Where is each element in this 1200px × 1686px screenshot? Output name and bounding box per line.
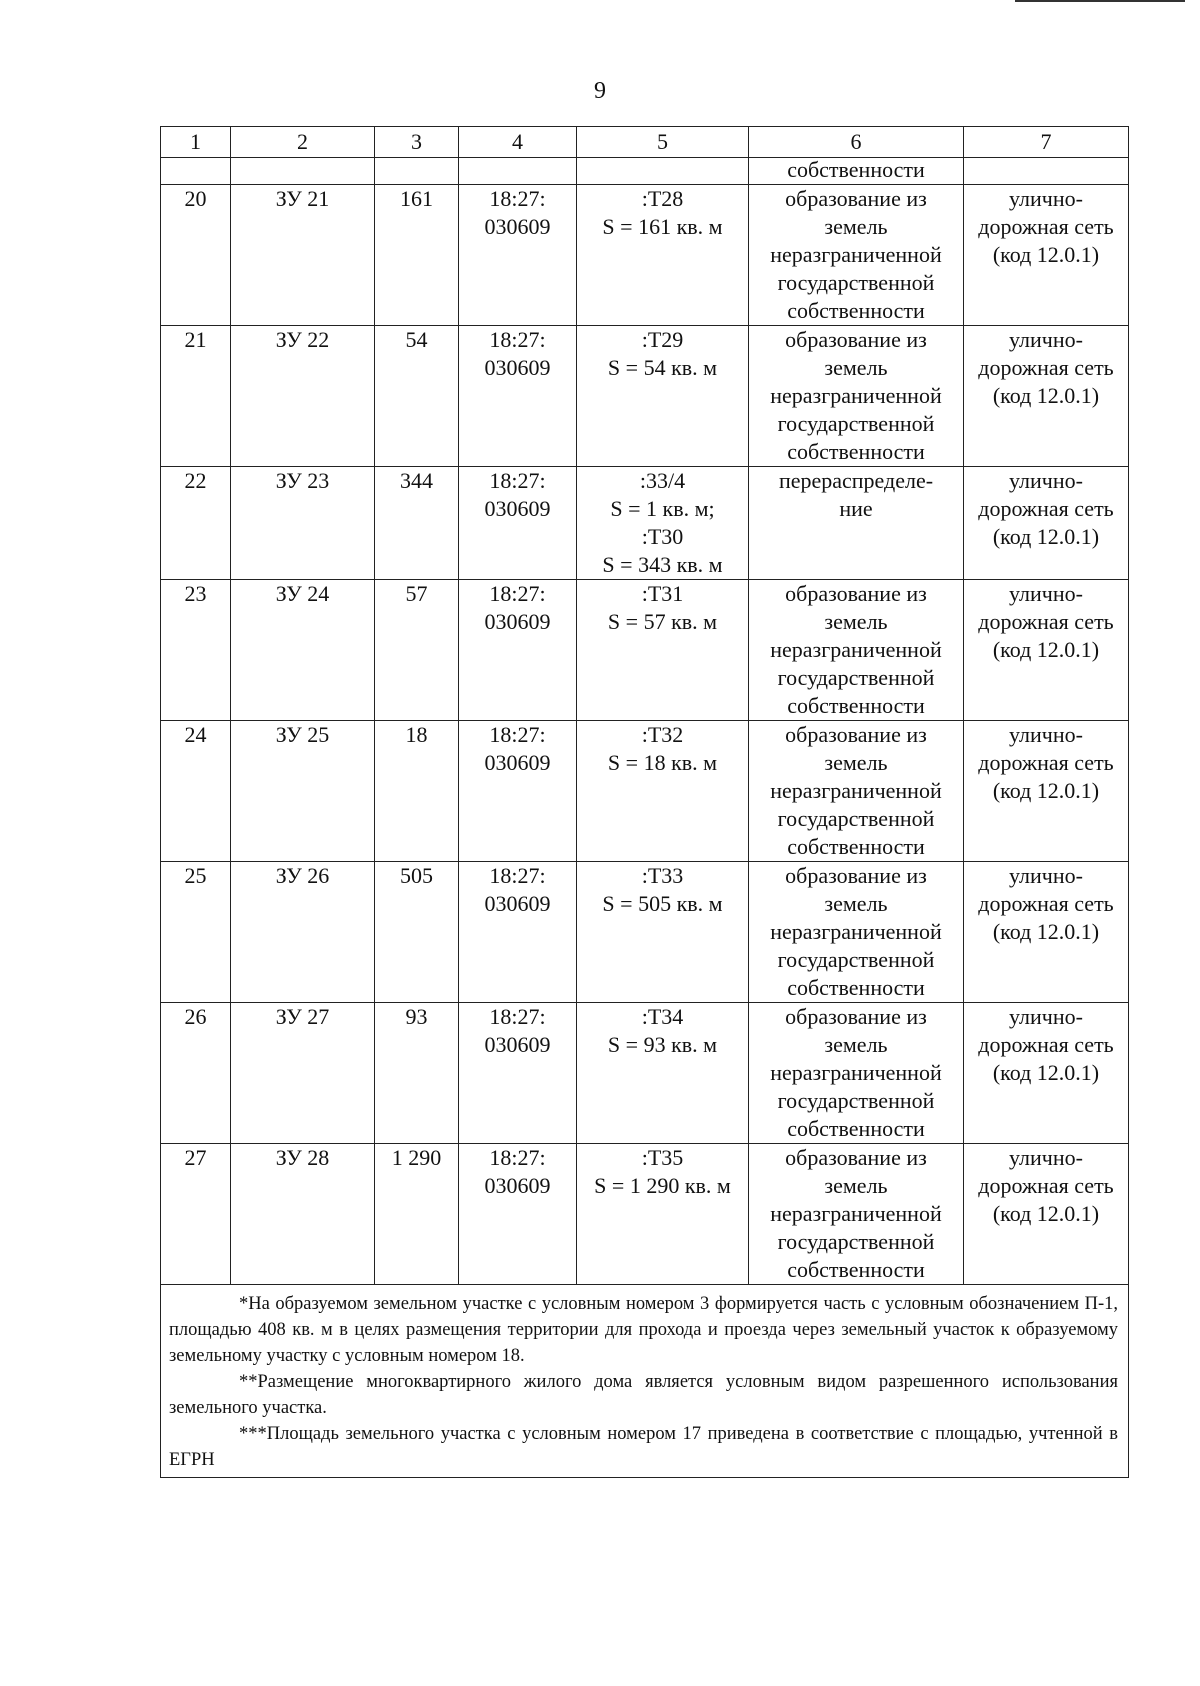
plot-id-cell: ЗУ 28 [231, 1144, 375, 1285]
source-plot-cell: :Т34 S = 93 кв. м [577, 1003, 749, 1144]
source-plot-cell: :Т29 S = 54 кв. м [577, 326, 749, 467]
source-plot-cell: :33/4 S = 1 кв. м; :Т30 S = 343 кв. м [577, 467, 749, 580]
cadastral-quarter-cell: 18:27: 030609 [459, 326, 577, 467]
column-number-row [161, 127, 1129, 158]
row-number-cell: 24 [161, 721, 231, 862]
source-plot-cell: :Т32 S = 18 кв. м [577, 721, 749, 862]
table-row [161, 185, 1129, 326]
row-number-cell: 21 [161, 326, 231, 467]
row-number-cell: 25 [161, 862, 231, 1003]
plot-id-cell: ЗУ 27 [231, 1003, 375, 1144]
table-row [161, 467, 1129, 580]
page-number: 9 [594, 78, 606, 104]
cadastral-quarter-cell: 18:27: 030609 [459, 185, 577, 326]
column-number: 5 [577, 127, 749, 158]
permitted-use-cell: улично- дорожная сеть (код 12.0.1) [964, 721, 1129, 862]
footnote-text: ***Площадь земельного участка с условным номером 17 приведена в соответствие с площадью, учтенной в ЕГРН [169, 1424, 1118, 1470]
table-row [161, 721, 1129, 862]
table-row [161, 1144, 1129, 1285]
plot-id-cell: ЗУ 21 [231, 185, 375, 326]
area-cell: 505 [375, 862, 459, 1003]
permitted-use-cell: улично- дорожная сеть (код 12.0.1) [964, 467, 1129, 580]
column-number: 2 [231, 127, 375, 158]
source-plot-cell: :Т31 S = 57 кв. м [577, 580, 749, 721]
row-number-cell: 26 [161, 1003, 231, 1144]
source-plot-cell: :Т35 S = 1 290 кв. м [577, 1144, 749, 1285]
footnote-text: *На образуемом земельном участке с условным номером 3 формируется часть с условным обозначением П-1, площадью 408 кв. м в целях размещения территории для прохода и проезда через земельный участок к образуемому земельному участку с условным номером 18. [169, 1294, 1118, 1366]
footnotes [161, 1285, 1129, 1478]
footnote [169, 1291, 1118, 1369]
cadastral-quarter-cell: 18:27: 030609 [459, 580, 577, 721]
row-number-cell: 23 [161, 580, 231, 721]
plot-id-cell: ЗУ 26 [231, 862, 375, 1003]
row-number-cell: 20 [161, 185, 231, 326]
cadastral-quarter-cell: 18:27: 030609 [459, 1003, 577, 1144]
land-plots-table [160, 126, 1129, 1478]
area-cell: 18 [375, 721, 459, 862]
table-cell: собственности [749, 158, 964, 185]
cadastral-quarter-cell: 18:27: 030609 [459, 862, 577, 1003]
row-number-cell: 22 [161, 467, 231, 580]
row-number-cell: 27 [161, 1144, 231, 1285]
source-plot-cell: :Т28 S = 161 кв. м [577, 185, 749, 326]
footnotes-row [161, 1285, 1129, 1478]
table-cell [231, 158, 375, 185]
formation-method-cell: образование из земель неразграниченной государственной собственности [749, 1003, 964, 1144]
formation-method-cell: образование из земель неразграниченной государственной собственности [749, 185, 964, 326]
table-row [161, 580, 1129, 721]
plot-id-cell: ЗУ 24 [231, 580, 375, 721]
area-cell: 93 [375, 1003, 459, 1144]
formation-method-cell: образование из земель неразграниченной государственной собственности [749, 862, 964, 1003]
cadastral-quarter-cell: 18:27: 030609 [459, 721, 577, 862]
source-plot-cell: :Т33 S = 505 кв. м [577, 862, 749, 1003]
column-number: 6 [749, 127, 964, 158]
footnote [169, 1369, 1118, 1421]
footnote-text: **Размещение многоквартирного жилого дома является условным видом разрешенного использования земельного участка. [169, 1372, 1118, 1418]
area-cell: 161 [375, 185, 459, 326]
area-cell: 344 [375, 467, 459, 580]
permitted-use-cell: улично- дорожная сеть (код 12.0.1) [964, 1003, 1129, 1144]
top-rule [1015, 0, 1185, 2]
area-cell: 57 [375, 580, 459, 721]
column-number: 4 [459, 127, 577, 158]
column-number: 3 [375, 127, 459, 158]
permitted-use-cell: улично- дорожная сеть (код 12.0.1) [964, 1144, 1129, 1285]
formation-method-cell: образование из земель неразграниченной государственной собственности [749, 580, 964, 721]
column-number: 1 [161, 127, 231, 158]
plot-id-cell: ЗУ 25 [231, 721, 375, 862]
plot-id-cell: ЗУ 22 [231, 326, 375, 467]
cadastral-quarter-cell: 18:27: 030609 [459, 467, 577, 580]
area-cell: 54 [375, 326, 459, 467]
plot-id-cell: ЗУ 23 [231, 467, 375, 580]
cadastral-quarter-cell: 18:27: 030609 [459, 1144, 577, 1285]
column-number: 7 [964, 127, 1129, 158]
footnote [169, 1421, 1118, 1473]
table-row [161, 326, 1129, 467]
table-cell [459, 158, 577, 185]
permitted-use-cell: улично- дорожная сеть (код 12.0.1) [964, 862, 1129, 1003]
permitted-use-cell: улично- дорожная сеть (код 12.0.1) [964, 326, 1129, 467]
table-cell [964, 158, 1129, 185]
continuation-row [161, 158, 1129, 185]
area-cell: 1 290 [375, 1144, 459, 1285]
permitted-use-cell: улично- дорожная сеть (код 12.0.1) [964, 580, 1129, 721]
permitted-use-cell: улично- дорожная сеть (код 12.0.1) [964, 185, 1129, 326]
formation-method-cell: перераспределе- ние [749, 467, 964, 580]
table-row [161, 862, 1129, 1003]
table-row [161, 1003, 1129, 1144]
formation-method-cell: образование из земель неразграниченной государственной собственности [749, 326, 964, 467]
formation-method-cell: образование из земель неразграниченной государственной собственности [749, 1144, 964, 1285]
table-cell [161, 158, 231, 185]
table-cell [577, 158, 749, 185]
formation-method-cell: образование из земель неразграниченной государственной собственности [749, 721, 964, 862]
table-cell [375, 158, 459, 185]
